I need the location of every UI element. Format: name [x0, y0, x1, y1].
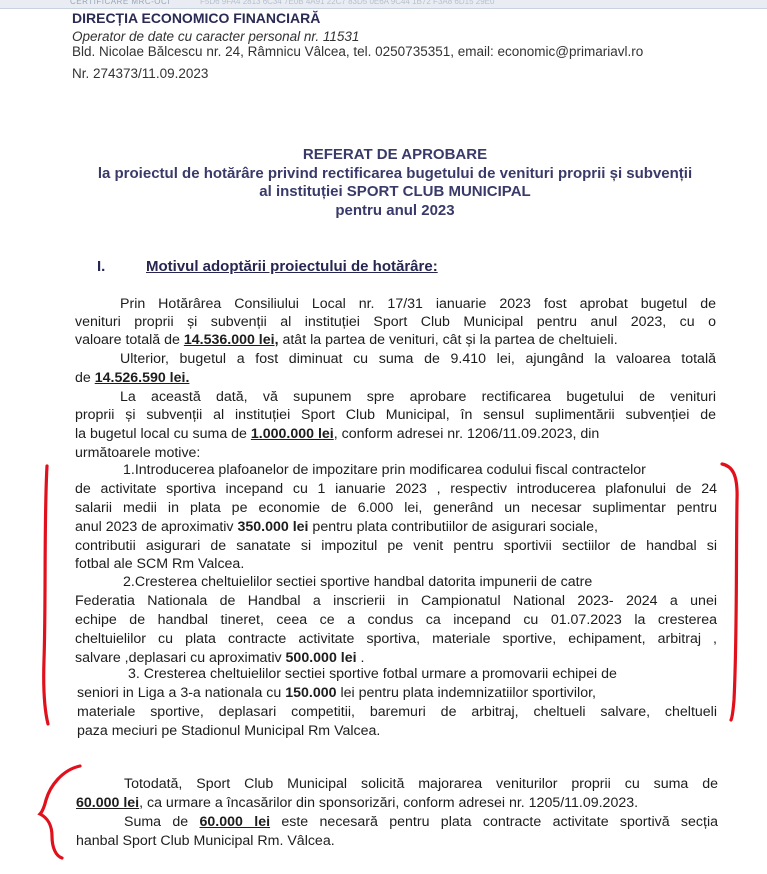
para1-line1: Prin Hotărârea Consiliului Local nr. 17/31 ianuarie 2023 fost aprobat bugetul de [120, 296, 716, 312]
document-title: REFERAT DE APROBARE [302, 146, 488, 163]
motive2-line3: echipe de handbal tineret, ceea ce a condus ca incepand cu 01.07.2023 la cresterea [75, 612, 717, 628]
registration-number: Nr. 274373/11.09.2023 [72, 66, 209, 81]
para3-line3: la bugetul local cu suma de 1.000.000 lei, conform adresei nr. 1206/11.09.2023, din [75, 426, 600, 442]
para5-line1: Suma de 60.000 lei este necesară pentru plata contracte activitate sportivă secția [124, 814, 718, 830]
document-subtitle-3: pentru anul 2023 [335, 202, 455, 219]
operator-line: Operator de date cu caracter personal nr. 11531 [72, 29, 360, 44]
amount-motive1: 350.000 lei [237, 519, 309, 535]
certificate-serial: F5D6 9FA4 2813 6C34 7E0B 4A91 22C7 83D5 0E6A 9C44 1B72 F3A8 6D15 29E0 [200, 0, 495, 6]
motive1-line5: contributii asigurari de sanatate si impozitul pe venit pentru sportivii sectiilor de handbal si [75, 538, 717, 554]
motive2-line1: 2.Cresterea cheltuielilor sectiei sportive handbal datorita impunerii de catre [123, 574, 593, 590]
motive1-line2: de activitate sportiva incepand cu 1 ianuarie 2023 , respectiv introducerea plafonului de 24 [75, 481, 717, 497]
amount-subsidy: 1.000.000 lei [250, 426, 334, 442]
motive2-line2: Federatia Nationala de Handbal a inscrierii in Campionatul National 2023- 2024 a unei [75, 593, 717, 609]
section-heading: Motivul adoptării proiectului de hotărâre: [146, 258, 438, 275]
motive1-line4: anul 2023 de aproximativ 350.000 lei pentru plata contributiilor de asigurari sociale, [75, 519, 598, 535]
amount-total-diminished: 14.526.590 lei. [94, 370, 190, 386]
motive3-line2: seniori in Liga a 3-a nationala cu 150.000 lei pentru plata indemnizatiilor sportivilor, [77, 685, 596, 701]
motive1-line6: fotbal ale SCM Rm Valcea. [75, 556, 245, 572]
document-subtitle-2: al instituției SPORT CLUB MUNICIPAL [259, 183, 531, 200]
left-red-bracket [44, 466, 48, 724]
para3-line4: următoarele motive: [75, 445, 201, 461]
para2-line1: Ulterior, bugetul a fost diminuat cu suma de 9.410 lei, ajungând la valoarea totală [120, 351, 716, 367]
organization-name: DIRECȚIA ECONOMICO FINANCIARĂ [72, 10, 321, 26]
certificate-label: CERTIFICARE MRC-OCI [70, 0, 171, 6]
document-subtitle-1: la proiectul de hotărâre privind rectificarea bugetului de venituri proprii și subvenții [97, 165, 693, 182]
para3-line2: proprii și subvenții al instituției Sport Club Municipal, în sensul suplimentării subvenției de [75, 407, 716, 423]
motive1-line1: 1.Introducerea plafoanelor de impozitare prin modificarea codului fiscal contractelor [123, 462, 646, 478]
motive2-line5: salvare ,deplasari cu aproximativ 500.000 lei . [75, 650, 365, 666]
motive1-line3: salarii medii in plata pe economie de 6.000 lei, generând un necesar suplimentar pentru [75, 500, 717, 516]
para4-line1: Totodată, Sport Club Municipal solicită majorarea veniturilor proprii cu suma de [124, 776, 718, 792]
address-line: Bld. Nicolae Bălcescu nr. 24, Râmnicu Vâlcea, tel. 0250735351, email: economic@primariavl.ro [72, 44, 644, 59]
amount-motive3: 150.000 [285, 685, 337, 701]
amount-contracts: 60.000 lei [199, 814, 271, 830]
para4-line2: 60.000 lei, ca urmare a încasărilor din sponsorizări, conform adresei nr. 1205/11.09.2023. [76, 795, 639, 811]
motive3-line4: paza meciuri pe Stadionul Municipal Rm Valcea. [77, 723, 381, 739]
para1-line3: valoare totală de 14.536.000 lei, atât la partea de venituri, cât și la partea de cheltuieli. [75, 332, 618, 348]
amount-total-initial: 14.536.000 lei, [183, 332, 279, 348]
amount-motive2: 500.000 lei [285, 650, 357, 666]
para5-line2: hanbal Sport Club Municipal Rm. Vâlcea. [76, 833, 335, 849]
right-red-bracket [722, 464, 737, 720]
motive3-line3: materiale sportive, deplasari competitii, baremuri de arbitraj, cheltueli salvare, cheltueli [77, 704, 717, 720]
motive3-line1: 3. Cresterea cheltuielilor sectiei sportive fotbal urmare a promovarii echipei de [128, 666, 617, 682]
amount-own-revenue: 60.000 lei [76, 795, 140, 811]
para1-line2: venituri proprii și subvenții al instituției Sport Club Municipal pentru anul 2023, cu o [75, 314, 716, 330]
section-number: I. [97, 258, 106, 275]
para3-line1: La această dată, vă supunem spre aprobare rectificarea bugetului de venituri [120, 389, 716, 405]
para2-line2: de 14.526.590 lei. [75, 370, 190, 386]
lower-red-brace [40, 766, 80, 858]
motive2-line4: cheltuielilor cu plata contracte activitate sportiva, materiale sportive, echipament, arbitraj , [75, 631, 717, 647]
